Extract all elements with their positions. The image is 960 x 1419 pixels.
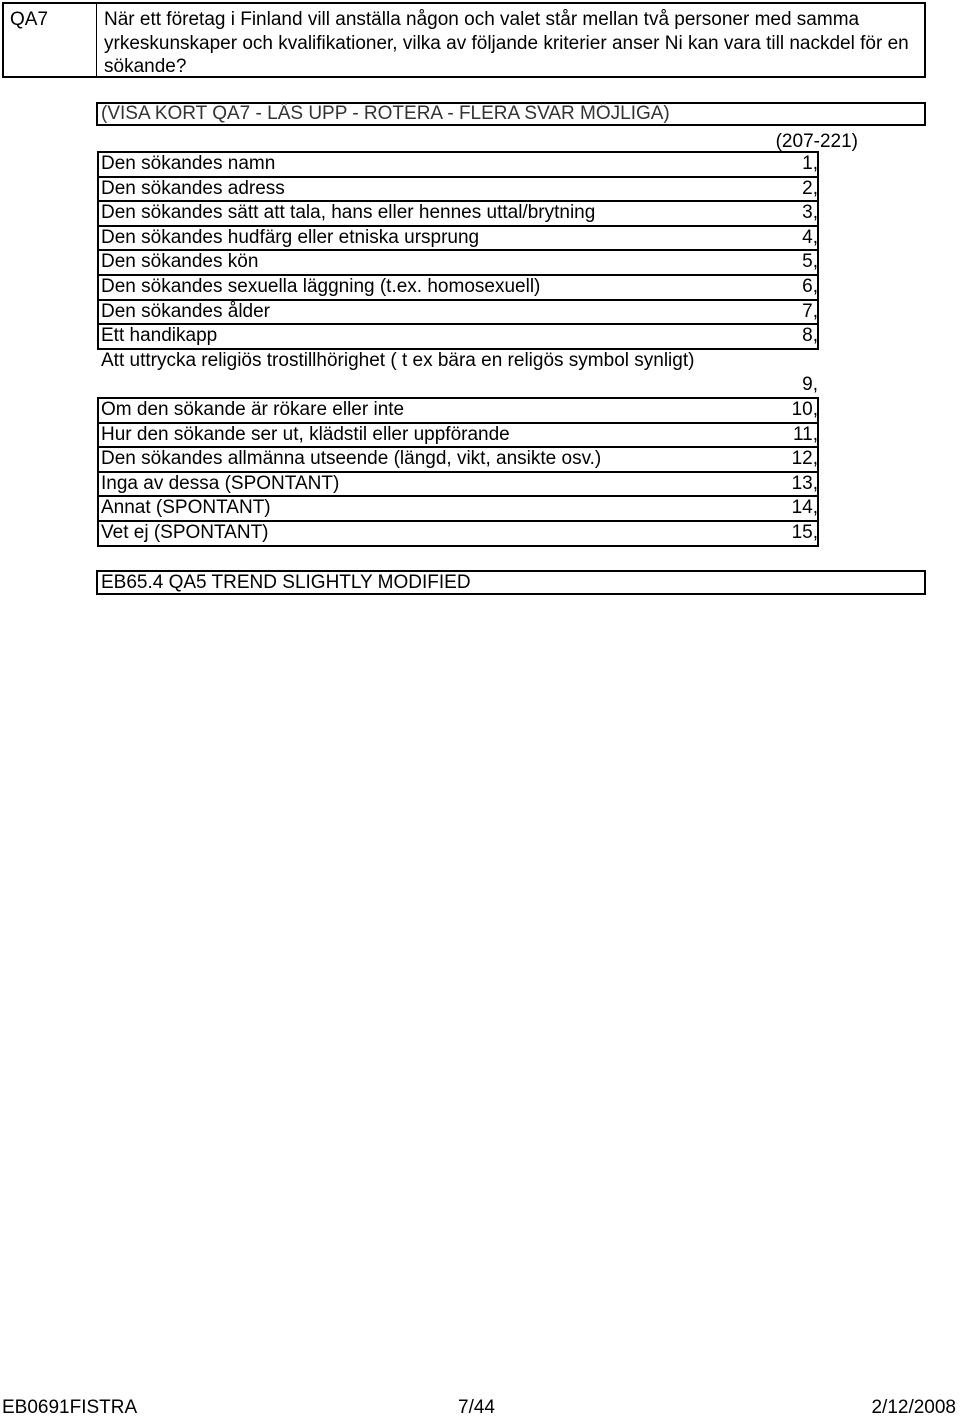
option-code: 11, — [792, 423, 818, 445]
option-row — [98, 226, 818, 251]
option-row — [98, 496, 818, 521]
column-range: (207-221) — [775, 131, 858, 152]
option-row — [98, 423, 818, 448]
option-code: 4, — [802, 226, 818, 248]
option-code: 5, — [802, 251, 818, 273]
footer-date: 2/12/2008 — [871, 1397, 956, 1418]
option-label: Annat (SPONTANT) — [101, 497, 271, 519]
option-row — [98, 275, 818, 300]
option-code: 9, — [802, 374, 818, 396]
option-row — [98, 398, 818, 423]
option-label: Den sökandes ålder — [101, 300, 270, 322]
interviewer-instruction: (VISA KORT QA7 - LÄS UPP - ROTERA - FLERA SVAR MÖJLIGA) — [96, 102, 926, 126]
option-label: Den sökandes adress — [101, 177, 285, 199]
option-code: 12, — [791, 448, 818, 470]
option-row — [98, 300, 818, 325]
trend-note: EB65.4 QA5 TREND SLIGHTLY MODIFIED — [96, 570, 926, 595]
option-label: Inga av dessa (SPONTANT) — [101, 472, 340, 494]
option-code: 2, — [802, 177, 818, 199]
question-box — [2, 2, 926, 78]
option-label: Vet ej (SPONTANT) — [101, 521, 269, 543]
option-code: 3, — [802, 202, 818, 224]
question-id: QA7 — [10, 9, 49, 30]
option-label: Den sökandes sätt att tala, hans eller hennes uttal/brytning — [101, 202, 596, 224]
option-row — [98, 324, 818, 349]
answer-options — [98, 152, 818, 546]
question-text: När ett företag i Finland vill anställa någon och valet står mellan två personer med samma yrkeskunskaper och kvalifikationer, vilka av följande kriterier anser Ni kan vara till nackdel för en sökande? — [104, 9, 909, 77]
option-row — [98, 250, 818, 275]
option-code: 1, — [802, 153, 818, 174]
question-divider — [96, 4, 97, 76]
option-label: Den sökandes namn — [101, 153, 276, 174]
option-code: 13, — [791, 472, 818, 494]
option-label: Den sökandes sexuella läggning (t.ex. homosexuell) — [101, 275, 541, 297]
option-label: Den sökandes kön — [101, 251, 259, 273]
option-code: 6, — [802, 275, 818, 297]
option-label: Om den sökande är rökare eller inte — [101, 398, 405, 420]
option-label: Att uttrycka religiös trostillhörighet ( t ex bära en religös symbol synligt) — [101, 349, 695, 371]
option-row — [98, 201, 818, 226]
option-row — [98, 521, 818, 546]
footer-page-number: 7/44 — [458, 1397, 495, 1418]
option-label: Ett handikapp — [101, 325, 218, 347]
option-row — [98, 472, 818, 497]
option-row — [98, 349, 818, 398]
option-code: 8, — [802, 325, 818, 347]
option-code: 15, — [791, 521, 818, 543]
option-code: 10, — [791, 398, 818, 420]
option-row — [98, 447, 818, 472]
footer-doc-id: EB0691FISTRA — [2, 1397, 138, 1418]
option-row — [98, 177, 818, 202]
option-code: 7, — [802, 300, 818, 322]
option-label: Den sökandes hudfärg eller etniska ursprung — [101, 226, 480, 248]
option-label: Hur den sökande ser ut, klädstil eller uppförande — [101, 423, 510, 445]
option-code: 14, — [791, 497, 818, 519]
option-row — [98, 152, 818, 177]
option-label: Den sökandes allmänna utseende (längd, vikt, ansikte osv.) — [101, 448, 602, 470]
